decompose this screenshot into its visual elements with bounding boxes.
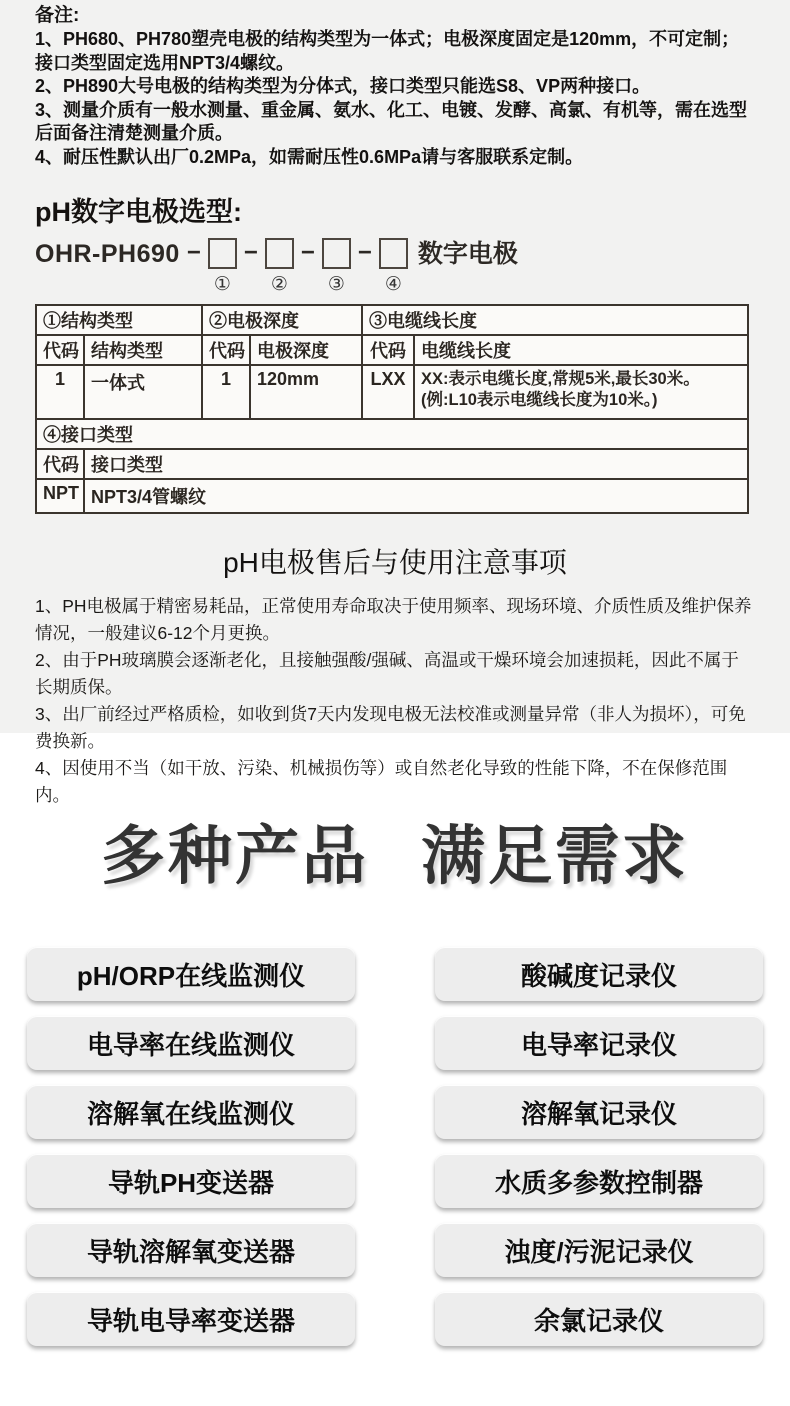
model-prefix: OHR-PH690 (35, 239, 180, 268)
option-slot-1 (208, 238, 237, 295)
selection-heading: pH数字电极选型: (35, 196, 242, 227)
products-heading-right: 满足需求 (421, 820, 689, 892)
product-button-rail-conductivity-transmitter[interactable]: 导轨电导率变送器 (27, 1292, 355, 1346)
cell-cable-value (414, 365, 748, 419)
table-row (36, 305, 748, 335)
cell-interface-value: NPT3/4管螺纹 (84, 479, 748, 513)
products-heading-left: 多种产品 (101, 820, 369, 892)
table-row (36, 365, 748, 419)
group-header-cable: ③电缆线长度 (362, 305, 748, 335)
col-header-depth: 电极深度 (250, 335, 362, 365)
code-box-1 (208, 238, 237, 269)
aftersale-item-2: 2、由于PH玻璃膜会逐渐老化，且接触强酸/强碱、高温或干燥环境会加速损耗，因此不属于长期质保。 (35, 649, 739, 697)
dash-separator: − (300, 238, 315, 266)
note-item-4: 4、耐压性默认出厂0.2MPa，如需耐压性0.6MPa请与客服联系定制。 (35, 146, 584, 167)
col-header-interface: 接口类型 (84, 449, 748, 479)
cell-structure-value: 一体式 (84, 365, 202, 419)
product-button-rail-do-transmitter[interactable]: 导轨溶解氧变送器 (27, 1223, 355, 1277)
group-header-depth: ②电极深度 (202, 305, 362, 335)
model-suffix: 数字电极 (417, 239, 518, 268)
option-slot-2 (265, 238, 294, 295)
option-slot-4 (379, 238, 408, 295)
products-section (0, 733, 790, 1346)
col-header-code-4: 代码 (36, 449, 84, 479)
col-header-code-3: 代码 (362, 335, 414, 365)
col-header-structure: 结构类型 (84, 335, 202, 365)
dash-separator: − (186, 238, 201, 266)
table-row (36, 419, 748, 449)
table-row (36, 335, 748, 365)
code-box-3 (322, 238, 351, 269)
product-button-rail-ph-transmitter[interactable]: 导轨PH变送器 (27, 1154, 355, 1208)
notes-title: 备注: (35, 5, 80, 26)
table-row (36, 479, 748, 513)
col-header-code-2: 代码 (202, 335, 250, 365)
cell-depth-code: 1 (202, 365, 250, 419)
option-slot-3 (322, 238, 351, 295)
cable-note-line-2: (例:L10表示电缆线长度为10米。) (421, 390, 658, 409)
circled-number-2: ② (270, 273, 288, 295)
aftersale-item-4: 4、因使用不当（如干放、污染、机械损伤等）或自然老化导致的性能下降，不在保修范围内。 (35, 757, 728, 805)
note-item-3: 3、测量介质有一般水测量、重金属、氨水、化工、电镀、发酵、高氯、有机等，需在选型后面备注清楚测量介质。 (35, 99, 748, 144)
circled-number-3: ③ (327, 273, 345, 295)
dash-separator: − (357, 238, 372, 266)
product-button-dissolved-oxygen-recorder[interactable]: 溶解氧记录仪 (435, 1085, 763, 1139)
product-button-turbidity-sludge-recorder[interactable]: 浊度/污泥记录仪 (435, 1223, 763, 1277)
group-header-interface: ④接口类型 (36, 419, 748, 449)
aftersale-list (35, 593, 755, 809)
aftersale-item-1: 1、PH电极属于精密易耗品，正常使用寿命取决于使用频率、现场环境、介质性质及维护保养情况，一般建议6-12个月更换。 (35, 595, 752, 643)
group-header-structure: ①结构类型 (36, 305, 202, 335)
circled-number-4: ④ (384, 273, 402, 295)
cell-structure-code: 1 (36, 365, 84, 419)
product-button-multiparameter-controller[interactable]: 水质多参数控制器 (435, 1154, 763, 1208)
product-button-acidity-recorder[interactable]: 酸碱度记录仪 (435, 947, 763, 1001)
products-grid (27, 947, 763, 1346)
circled-number-1: ① (213, 273, 231, 295)
product-button-ph-orp-monitor[interactable]: pH/ORP在线监测仪 (27, 947, 355, 1001)
product-button-residual-chlorine-recorder[interactable]: 余氯记录仪 (435, 1292, 763, 1346)
aftersale-item-3: 3、出厂前经过严格质检，如收到货7天内发现电极无法校准或测量异常（非人为损坏），可免费换新。 (35, 703, 746, 751)
selection-spec-table (35, 304, 749, 514)
note-item-1: 1、PH680、PH780塑壳电极的结构类型为一体式；电极深度固定是120mm，不可定制；接口类型固定选用NPT3/4螺纹。 (35, 29, 740, 73)
cable-note-line-1: XX:表示电缆长度,常规5米,最长30米。 (421, 369, 700, 388)
cell-interface-code: NPT (36, 479, 84, 513)
cell-depth-value: 120mm (250, 365, 362, 419)
table-row (36, 449, 748, 479)
product-button-conductivity-monitor[interactable]: 电导率在线监测仪 (27, 1016, 355, 1070)
note-item-2: 2、PH890大号电极的结构类型为分体式，接口类型只能选S8、VP两种接口。 (35, 76, 651, 97)
cell-cable-code: LXX (362, 365, 414, 419)
product-button-dissolved-oxygen-monitor[interactable]: 溶解氧在线监测仪 (27, 1085, 355, 1139)
aftersale-title: pH电极售后与使用注意事项 (223, 546, 567, 578)
col-header-code-1: 代码 (36, 335, 84, 365)
dash-separator: − (243, 238, 258, 266)
col-header-cable: 电缆线长度 (414, 335, 748, 365)
code-box-4 (379, 238, 408, 269)
product-button-conductivity-recorder[interactable]: 电导率记录仪 (435, 1016, 763, 1070)
model-code-line (35, 238, 755, 295)
code-box-2 (265, 238, 294, 269)
